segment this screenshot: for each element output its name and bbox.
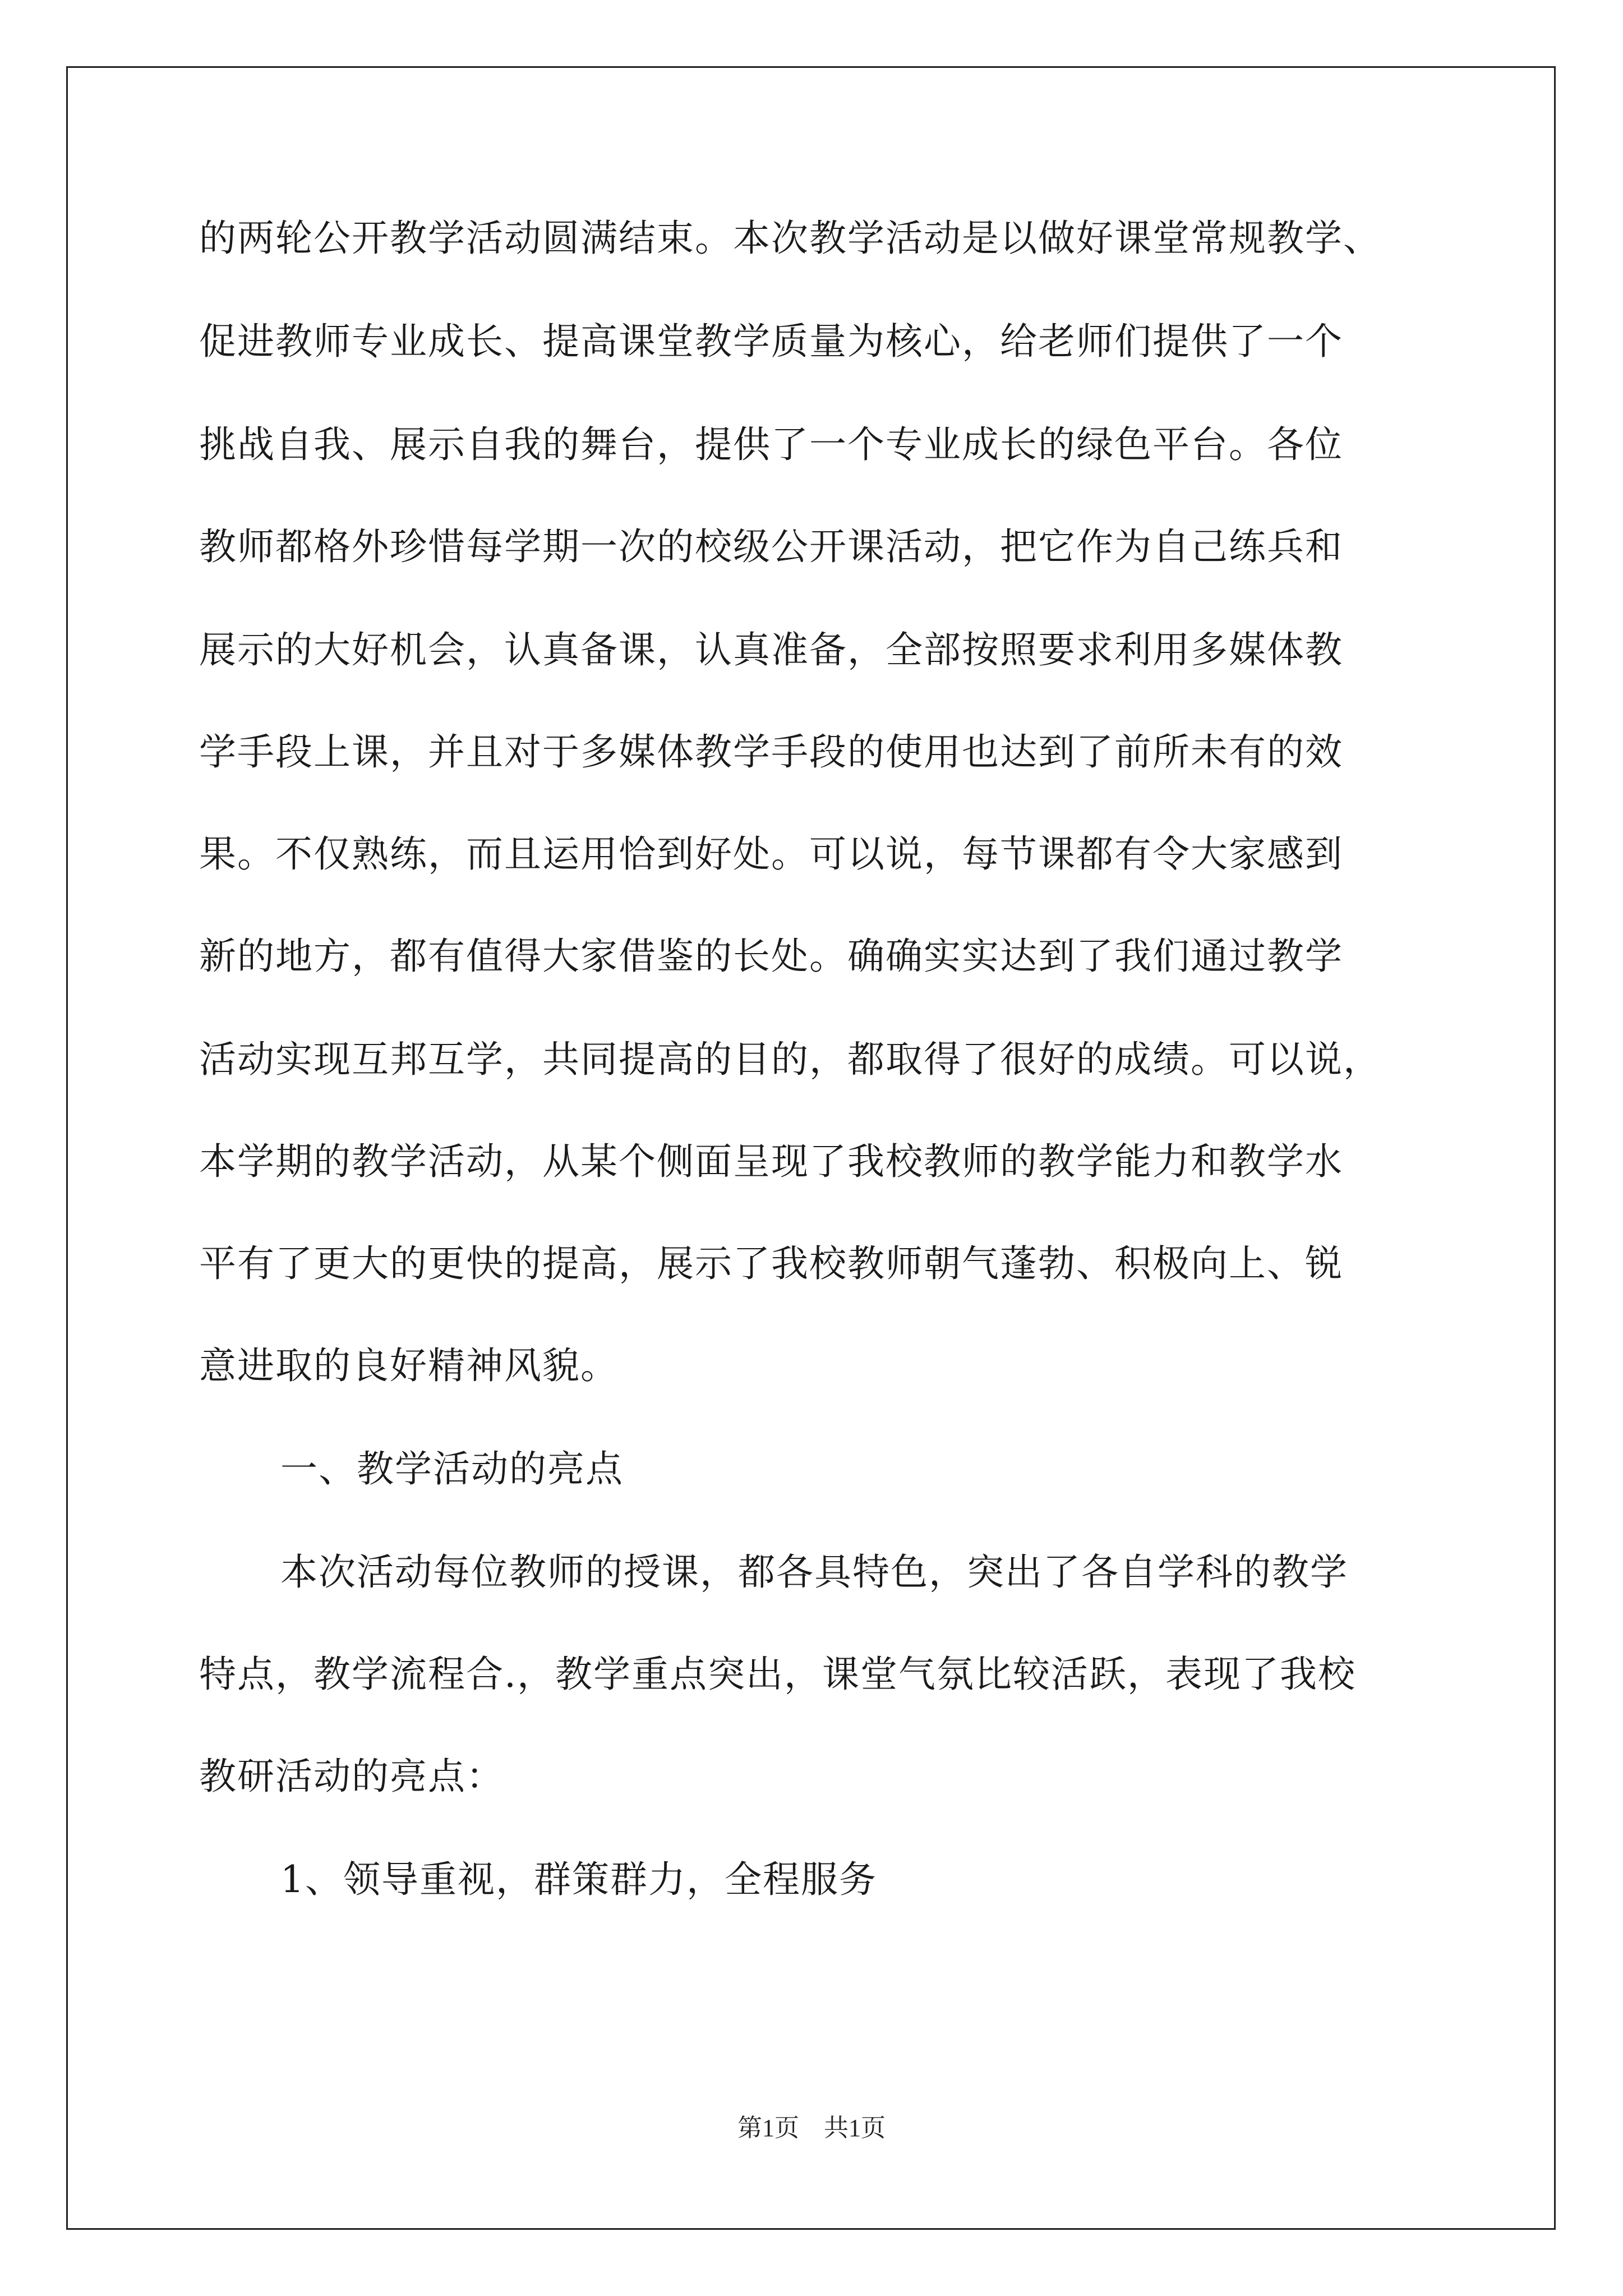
page-number-footer: 第1页 共1页: [737, 2114, 886, 2142]
body-line: 新的地方，都有值得大家借鉴的长处。确确实实达到了我们通过教学: [199, 935, 1343, 978]
body-line: 学手段上课，并且对于多媒体教学手段的使用也达到了前所未有的效: [199, 730, 1343, 774]
section-line: 特点，教学流程合.，教学重点突出，课堂气氛比较活跃，表现了我校: [199, 1653, 1356, 1696]
body-line: 的两轮公开教学活动圆满结束。本次教学活动是以做好课堂常规教学、: [199, 217, 1381, 260]
body-line: 平有了更大的更快的提高，展示了我校教师朝气蓬勃、积极向上、锐: [199, 1242, 1343, 1285]
body-line: 活动实现互邦互学，共同提高的目的，都取得了很好的成绩。可以说，: [199, 1038, 1381, 1081]
body-line: 展示的大好机会，认真备课，认真准备，全部按照要求利用多媒体教: [199, 628, 1343, 671]
body-line: 促进教师专业成长、提高课堂教学质量为核心，给老师们提供了一个: [199, 320, 1343, 363]
section-heading: 一、教学活动的亮点: [280, 1447, 624, 1490]
body-line: 果。不仅熟练，而且运用恰到好处。可以说，每节课都有令大家感到: [199, 832, 1343, 876]
body-line: 挑战自我、展示自我的舞台，提供了一个专业成长的绿色平台。各位: [199, 423, 1343, 466]
section-line: 本次活动每位教师的授课，都各具特色，突出了各自学科的教学: [280, 1550, 1348, 1594]
section-line: 教研活动的亮点：: [199, 1755, 504, 1798]
body-line: 教师都格外珍惜每学期一次的校级公开课活动，把它作为自己练兵和: [199, 525, 1343, 568]
body-line: 本学期的教学活动，从某个侧面呈现了我校教师的教学能力和教学水: [199, 1140, 1343, 1183]
body-line: 意进取的良好精神风貌。: [199, 1344, 619, 1387]
subheading: 1、领导重视，群策群力，全程服务: [280, 1858, 877, 1901]
